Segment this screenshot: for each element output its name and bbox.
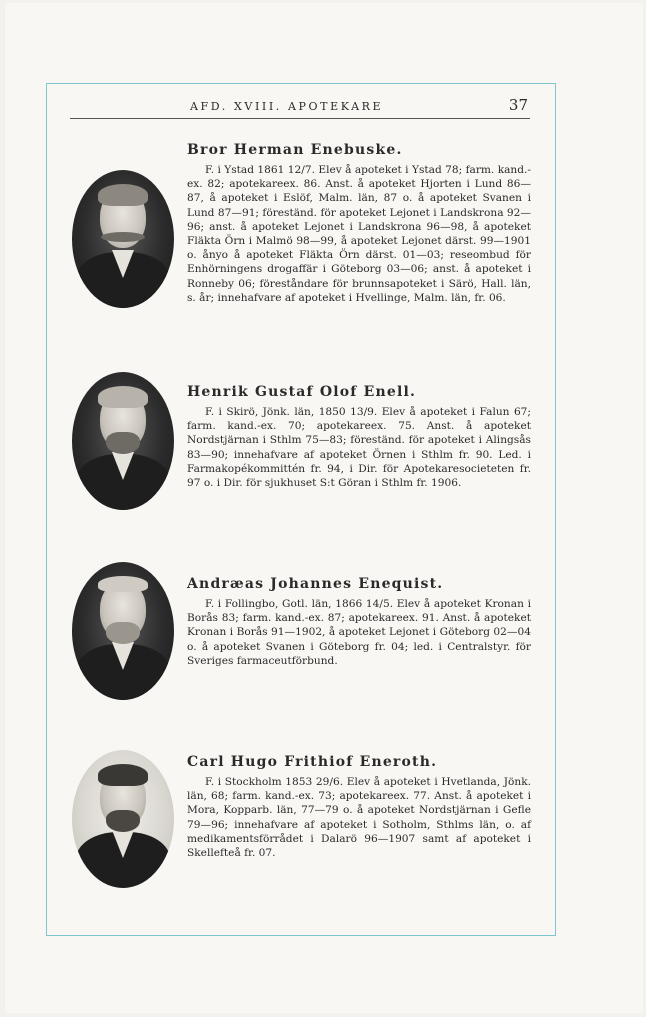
entry-text <box>187 142 531 305</box>
person-name: Bror Herman Enebuske. <box>187 142 403 158</box>
person-name: Carl Hugo Frithiof Eneroth. <box>187 754 438 770</box>
running-head: AFD. XVIII. APOTEKARE <box>190 100 384 113</box>
portrait-photo <box>72 170 174 308</box>
entry-text <box>187 754 531 860</box>
person-name: Andræas Johannes Enequist. <box>187 576 444 592</box>
page-header <box>70 98 530 119</box>
portrait-photo <box>72 372 174 510</box>
portrait-photo <box>72 562 174 700</box>
person-name: Henrik Gustaf Olof Enell. <box>187 384 417 400</box>
person-bio: F. i Ystad 1861 12/7. Elev å apoteket i Ystad 78; farm. kand.-ex. 82; apotekareex. 86. Anst. å apoteket Hjorten i Lund 86—87, å apoteket i Eslöf, Malm. län, 87 o. å apoteket Svanen i Lund 87—91; föreständ. för apoteket Lejonet i Landskrona 92—96; anst. å apoteket Lejonet i Landskrona 96—98, å apoteket Fläkta Örn i Malmö 98—99, å apoteket Lejonet därst. 99—1901 o. ånyo å apoteket Fläkta Örn därst. 01—03; reseombud för Enhörningens drogaffär i Göteborg 03—06; anst. å apoteket i Ronneby 06; föreståndare för brunnsapoteket i Särö, Hall. län, s. år; innehafvare af apoteket i Hvellinge, Malm. län, fr. 06. <box>187 164 531 304</box>
portrait-photo <box>72 750 174 888</box>
entry-text <box>187 576 531 668</box>
person-bio: F. i Skirö, Jönk. län, 1850 13/9. Elev å apoteket i Falun 67; farm. kand.-ex. 70; apotekareex. 75. Anst. å apoteket Nordstjärnan i Sthlm 75—83; föreständ. för apoteket i Alingsås 83—90; innehafvare af apoteket Örnen i Sthlm fr. 90. Led. i Farmakopékommittén fr. 94, i Dir. för Apotekaresocieteten fr. 97 o. i Dir. för sjukhuset S:t Göran i Sthlm fr. 1906. <box>187 406 531 490</box>
person-bio: F. i Follingbo, Gotl. län, 1866 14/5. Elev å apoteket Kronan i Borås 83; farm. kand.-ex. 87; apotekareex. 91. Anst. å apoteket Kronan i Borås 91—1902, å apoteket Lejonet i Göteborg 02—04 o. å apoteket Svanen i Göteborg fr. 04; led. i Centralstyr. för Sveriges farmaceutförbund. <box>187 598 531 667</box>
page-number: 37 <box>508 96 528 114</box>
entry-text <box>187 384 531 490</box>
person-bio: F. i Stockholm 1853 29/6. Elev å apoteket i Hvetlanda, Jönk. län, 68; farm. kand.-ex. 73; apotekareex. 77. Anst. å apoteket i Mora, Kopparb. län, 77—79 o. å apoteket Nordstjärnan i Gefle 79—96; innehafvare af apoteket i Sotholm, Sthlms län, o. af medikamentsförrådet i Dalarö 96—1907 samt af apoteket i Skellefteå fr. 07. <box>187 776 531 860</box>
